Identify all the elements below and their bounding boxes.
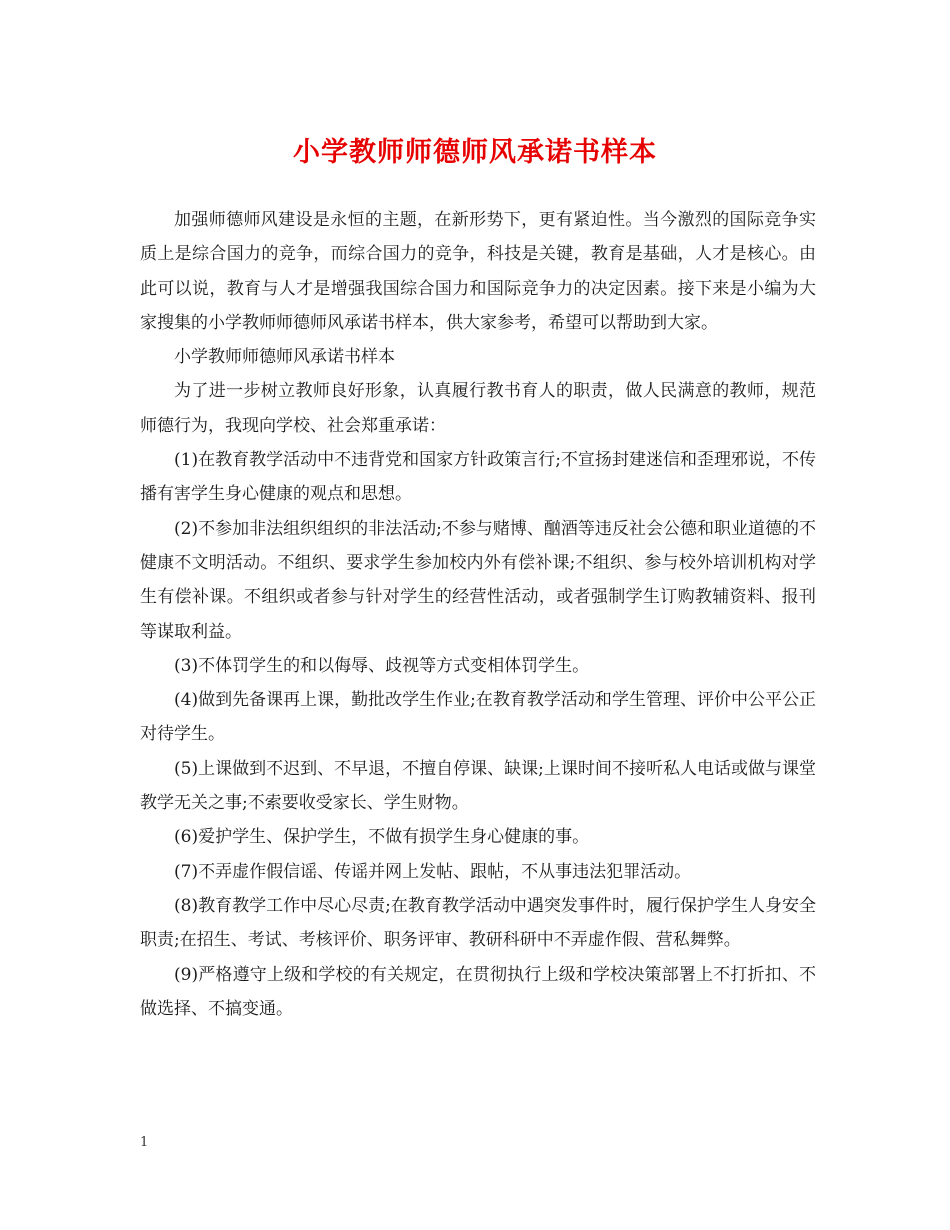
pledge-item-4: (4)做到先备课再上课，勤批改学生作业;在教育教学活动和学生管理、评价中公平公正对待学生。 <box>140 690 816 745</box>
pledge-item-8: (8)教育教学工作中尽心尽责;在教育教学活动中遇突发事件时，履行保护学生人身安全职责;在招生、考试、考核评价、职务评审、教研科研中不弄虚作假、营私舞弊。 <box>140 895 816 951</box>
section-heading: 小学教师师德师风承诺书样本 <box>174 347 395 368</box>
pledge-item-6: (6)爱护学生、保护学生，不做有损学生身心健康的事。 <box>174 827 590 848</box>
pledge-item-7: (7)不弄虚作假信谣、传谣并网上发帖、跟帖，不从事违法犯罪活动。 <box>174 861 692 882</box>
pledge-item-3: (3)不体罚学生的和以侮辱、歧视等方式变相体罚学生。 <box>174 655 590 676</box>
document-title: 小学教师师德师风承诺书样本 <box>293 137 657 168</box>
pledge-item-5: (5)上课做到不迟到、不早退，不擅自停课、缺课;上课时间不接听私人电话或做与课堂教学无关之事;不索要收受家长、学生财物。 <box>140 758 816 814</box>
pledge-item-2: (2)不参加非法组织组织的非法活动;不参与赌博、酗酒等违反社会公德和职业道德的不健康不文明活动。不组织、要求学生参加校内外有偿补课;不组织、参与校外培训机构对学生有偿补课。不组织或者参与针对学生的经营性活动，或者强制学生订购教辅资料、报刊等谋取利益。 <box>140 518 816 642</box>
pledge-item-9: (9)严格遵守上级和学校的有关规定，在贯彻执行上级和学校决策部署上不打折扣、不做选择、不搞变通。 <box>140 964 816 1019</box>
document-body <box>140 203 816 1026</box>
pledge-item-1: (1)在教育教学活动中不违背党和国家方针政策言行;不宣扬封建迷信和歪理邪说，不传播有害学生身心健康的观点和思想。 <box>140 450 816 505</box>
intro-paragraph: 加强师德师风建设是永恒的主题，在新形势下，更有紧迫性。当今激烈的国际竞争实质上是综合国力的竞争，而综合国力的竞争，科技是关键，教育是基础，人才是核心。由此可以说，教育与人才是增强我国综合国力和国际竞争力的决定因素。接下来是小编为大家搜集的小学教师师德师风承诺书样本，供大家参考，希望可以帮助到大家。 <box>140 210 816 333</box>
page-number: 1 <box>140 1135 149 1150</box>
pledge-preamble: 为了进一步树立教师良好形象，认真履行教书育人的职责，做人民满意的教师，规范师德行为，我现向学校、社会郑重承诺： <box>140 381 816 436</box>
